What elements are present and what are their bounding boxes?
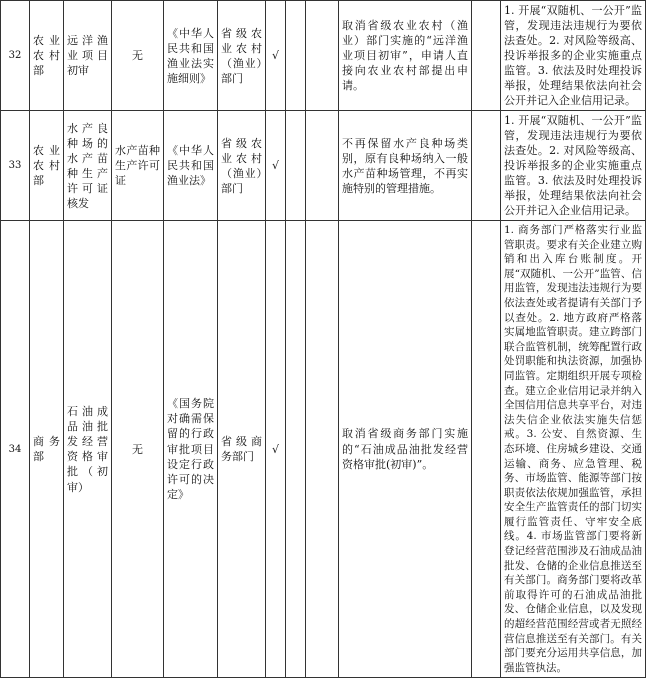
empty-cell [472, 111, 501, 221]
department-cell: 商务部 [30, 221, 64, 678]
reform-measure-cell: 取消省级商务部门实施的“石油成品油批发经营资格审批(初审)”。 [339, 221, 472, 678]
level-cell: 省级农业农村（渔业）部门 [218, 111, 266, 221]
empty-cell [306, 1, 339, 111]
empty-cell [286, 1, 306, 111]
check-mark: √ [266, 111, 286, 221]
empty-cell [306, 111, 339, 221]
empty-cell [286, 111, 306, 221]
basis-cell: 《中华人民共和国渔业法实施细则》 [164, 1, 218, 111]
sub-item-cell: 水产苗种生产许可证 [112, 111, 164, 221]
level-cell: 省级商务部门 [218, 221, 266, 678]
department-cell: 农业农村部 [30, 1, 64, 111]
item-name-cell: 石油成品油批发经营资格审批（初审） [64, 221, 112, 678]
check-mark: √ [266, 221, 286, 678]
sub-item-cell: 无 [112, 221, 164, 678]
item-name-cell: 水产良种场的水产苗种生产许可证核发 [64, 111, 112, 221]
basis-cell: 《国务院对确需保留的行政审批项目设定行政许可的决定》 [164, 221, 218, 678]
empty-cell [472, 221, 501, 678]
row-number: 33 [1, 111, 30, 221]
table-row [1, 111, 646, 221]
sub-item-cell: 无 [112, 1, 164, 111]
empty-cell [306, 221, 339, 678]
supervision-cell: 1. 开展“双随机、一公开”监管，发现违法违规行为要依法查处。2. 对风险等级高、投诉举报多的企业实施重点监管。3. 依法及时处理投诉举报，处理结果依法向社会公开并记入企业信用记录。 [501, 1, 646, 111]
empty-cell [472, 1, 501, 111]
level-cell: 省级农业农村（渔业）部门 [218, 1, 266, 111]
item-name-cell: 远洋渔业项目初审 [64, 1, 112, 111]
reform-measure-cell: 取消省级农业农村（渔业）部门实施的“远洋渔业项目初审”，申请人直接向农业农村部提出申请。 [339, 1, 472, 111]
empty-cell [286, 221, 306, 678]
basis-cell: 《中华人民共和国渔业法》 [164, 111, 218, 221]
supervision-cell: 1. 开展“双随机、一公开”监管，发现违法违规行为要依法查处。2. 对风险等级高、投诉举报多的企业实施重点监管。3. 依法及时处理投诉举报，处理结果依法向社会公开并记入企业信用记录。 [501, 111, 646, 221]
check-mark: √ [266, 1, 286, 111]
supervision-cell: 1. 商务部门严格落实行业监管职责。要求有关企业建立购销和出入库台账制度。开展“双随机、一公开”监管、信用监管，发现违法违规行为要依法查处或者提请有关部门予以查处。2. 地方政府严格落实属地监管职责。建立跨部门联合监管机制，统筹配置行政处罚职能和执法资源，加强协同监管。定期组织开展专项检查。建立企业信用记录并纳入全国信用信息共享平台，对违法失信企业依法实施失信惩戒。3. 公安、自然资源、生态环境、住房城乡建设、交通运输、商务、应急管理、税务、市场监管、能源等部门按职责依法依规加强监管，承担安全生产监管责任的部门切实履行监管责任、守牢安全底线。4. 市场监管部门要将新登记经营范围涉及石油成品油批发、仓储的企业信息推送至有关部门。商务部门要将改革前取得许可的石油成品油批发、仓储企业信息，以及发现的超经营范围经营或者无照经营信息推送至有关部门。有关部门要充分运用共享信息，加强监管执法。 [501, 221, 646, 678]
reform-measure-cell: 不再保留水产良种场类别，原有良种场纳入一般水产苗种场管理，不再实施特别的管理措施。 [339, 111, 472, 221]
row-number: 32 [1, 1, 30, 111]
department-cell: 农业农村部 [30, 111, 64, 221]
table-row [1, 221, 646, 678]
table-row [1, 1, 646, 111]
row-number: 34 [1, 221, 30, 678]
